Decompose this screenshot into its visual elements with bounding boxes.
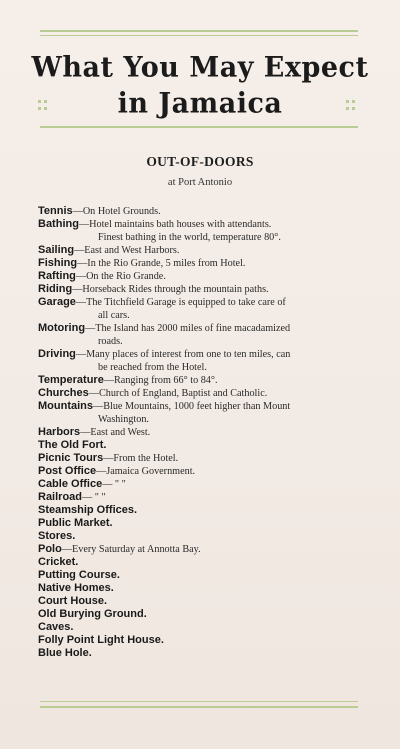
item-term: Polo xyxy=(38,543,62,555)
list-item-23 xyxy=(38,556,368,569)
list-item-12 xyxy=(38,400,368,426)
item-term: Cricket. xyxy=(38,556,79,568)
title-underline xyxy=(40,126,358,128)
list-item-3 xyxy=(38,244,368,257)
item-description: —Church of England, Baptist and Catholic. xyxy=(88,388,268,399)
item-term: Folly Point Light House. xyxy=(38,634,164,646)
item-description: —On the Rio Grande. xyxy=(75,271,166,282)
item-term: Putting Course. xyxy=(38,569,120,581)
list-item-16 xyxy=(38,465,368,478)
list-item-17 xyxy=(38,478,368,491)
item-term: Caves. xyxy=(38,621,74,633)
list-item-5 xyxy=(38,270,368,283)
item-description: —Many places of interest from one to ten miles, can xyxy=(75,349,291,360)
bottom-rule-outer xyxy=(40,706,358,708)
item-description: —Every Saturday at Annotta Bay. xyxy=(61,544,201,555)
item-term: Old Burying Ground. xyxy=(38,608,147,620)
item-term: Cable Office xyxy=(38,478,103,490)
list-item-1 xyxy=(38,205,368,218)
item-description: —The Island has 2000 miles of fine macadamized xyxy=(85,323,291,334)
list-item-26 xyxy=(38,595,368,608)
item-term: Stores. xyxy=(38,530,76,542)
item-description: —Blue Mountains, 1000 feet higher than Mount xyxy=(93,401,291,412)
item-description: —From the Hotel. xyxy=(103,453,179,464)
list-item-8 xyxy=(38,322,368,348)
item-description: — " " xyxy=(102,479,126,490)
item-continuation: all cars. xyxy=(98,310,130,321)
list-item-28 xyxy=(38,621,368,634)
title-line-1: What You May Expect xyxy=(31,51,369,84)
section-subheading: at Port Antonio xyxy=(167,177,233,188)
list-item-10 xyxy=(38,374,368,387)
list-item-30 xyxy=(38,647,368,660)
item-description: — " " xyxy=(82,492,106,503)
item-term: Railroad xyxy=(38,491,83,503)
item-continuation: Finest bathing in the world, temperature 80°. xyxy=(98,232,281,243)
top-rule-outer xyxy=(40,30,358,32)
item-term: Fishing xyxy=(38,257,78,269)
list-item-11 xyxy=(38,387,368,400)
item-description: —Horseback Rides through the mountain paths. xyxy=(72,284,269,295)
item-term: Riding xyxy=(38,283,73,295)
item-term: Driving xyxy=(38,348,76,360)
item-continuation: Washington. xyxy=(98,414,149,425)
item-term: Post Office xyxy=(38,465,97,477)
item-term: Bathing xyxy=(38,218,79,230)
item-term: Temperature xyxy=(38,374,104,386)
item-term: Steamship Offices. xyxy=(38,504,138,516)
list-item-14 xyxy=(38,439,368,452)
list-item-13 xyxy=(38,426,368,439)
left-ornament xyxy=(38,100,48,114)
top-rule-inner xyxy=(40,35,358,36)
right-ornament xyxy=(346,100,356,114)
list-item-19 xyxy=(38,504,368,517)
item-term: Sailing xyxy=(38,244,75,256)
item-description: —In the Rio Grande, 5 miles from Hotel. xyxy=(77,258,246,269)
list-item-4 xyxy=(38,257,368,270)
item-continuation: be reached from the Hotel. xyxy=(98,362,207,373)
item-description: —Hotel maintains bath houses with attendants. xyxy=(78,219,272,230)
item-description: —The Titchfield Garage is equipped to take care of xyxy=(75,297,286,308)
list-item-24 xyxy=(38,569,368,582)
section-heading: OUT-OF-DOORS xyxy=(146,154,254,169)
list-item-6 xyxy=(38,283,368,296)
item-term: The Old Fort. xyxy=(38,439,107,451)
list-item-27 xyxy=(38,608,368,621)
list-item-2 xyxy=(38,218,368,244)
item-continuation: roads. xyxy=(98,336,123,347)
item-description: —On Hotel Grounds. xyxy=(72,206,161,217)
item-description: —Jamaica Government. xyxy=(96,466,196,477)
item-description: —East and West Harbors. xyxy=(74,245,180,256)
item-description: —East and West. xyxy=(80,427,151,438)
list-item-7 xyxy=(38,296,368,322)
item-term: Public Market. xyxy=(38,517,113,529)
item-description: —Ranging from 66° to 84°. xyxy=(103,375,218,386)
bottom-rule-inner xyxy=(40,701,358,702)
item-term: Native Homes. xyxy=(38,582,114,594)
list-item-22 xyxy=(38,543,368,556)
item-term: Garage xyxy=(38,296,76,308)
list-item-18 xyxy=(38,491,368,504)
title-line-2: in Jamaica xyxy=(117,87,283,120)
list-item-15 xyxy=(38,452,368,465)
amenities-list xyxy=(38,205,368,660)
item-term: Mountains xyxy=(38,400,93,412)
item-term: Picnic Tours xyxy=(38,452,104,464)
list-item-29 xyxy=(38,634,368,647)
item-term: Court House. xyxy=(38,595,108,607)
list-item-20 xyxy=(38,517,368,530)
item-term: Churches xyxy=(38,387,89,399)
item-term: Tennis xyxy=(38,205,73,217)
item-term: Motoring xyxy=(38,322,86,334)
item-term: Harbors xyxy=(38,426,81,438)
list-item-21 xyxy=(38,530,368,543)
item-term: Blue Hole. xyxy=(38,647,92,659)
item-term: Rafting xyxy=(38,270,76,282)
list-item-9 xyxy=(38,348,368,374)
list-item-25 xyxy=(38,582,368,595)
